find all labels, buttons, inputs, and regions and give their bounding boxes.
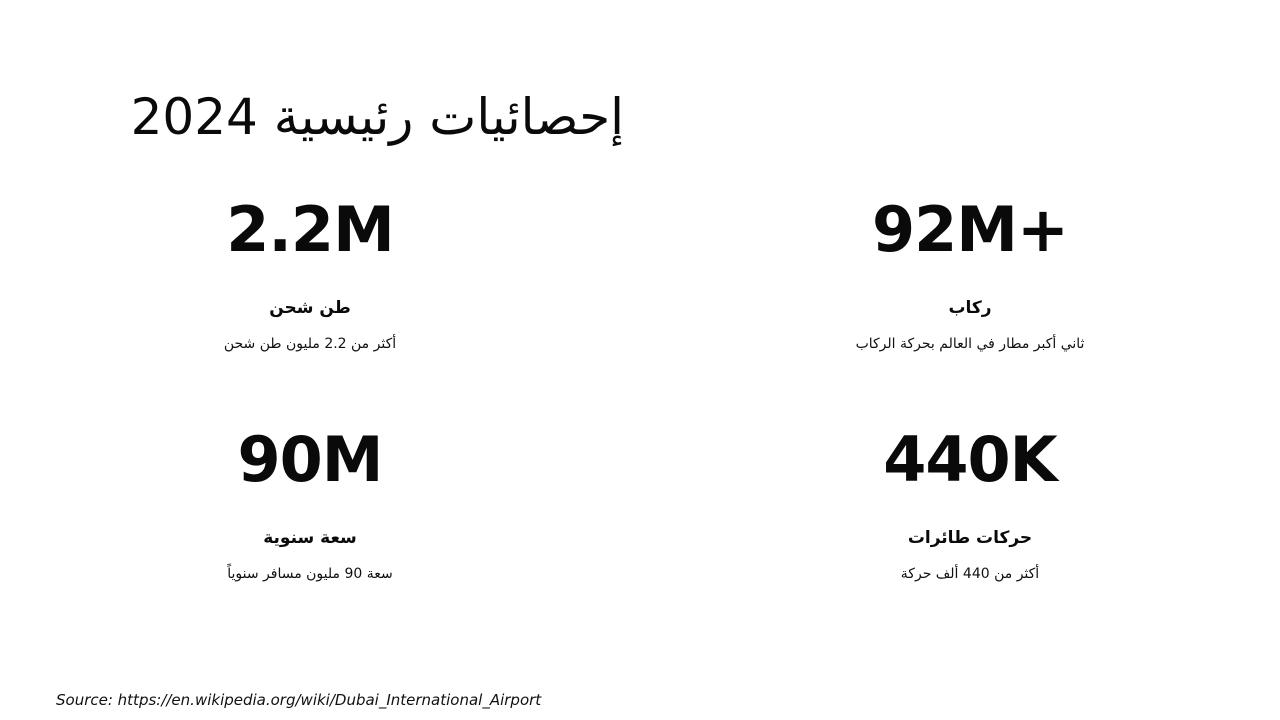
stat-label: حركات طائرات: [907, 528, 1033, 548]
page-title: إحصائيات رئيسية 2024: [130, 87, 624, 146]
stat-card-cargo: [0, 185, 640, 415]
stat-card-passengers: [640, 185, 1280, 415]
stat-description: أكثر من 440 ألف حركة: [900, 566, 1040, 583]
stats-grid: [0, 185, 1280, 645]
stat-value: 90M: [237, 423, 383, 496]
stat-label: ركاب: [948, 298, 992, 318]
stat-description: أكثر من 2.2 مليون طن شحن: [223, 336, 397, 353]
stat-value: 440K: [883, 423, 1057, 496]
stat-card-aircraft-movements: [640, 415, 1280, 645]
stat-label: طن شحن: [269, 298, 351, 318]
stat-card-annual-capacity: [0, 415, 640, 645]
stat-label: سعة سنوية: [263, 528, 357, 548]
stat-value: 2.2M: [226, 193, 394, 266]
stat-description: ثاني أكبر مطار في العالم بحركة الركاب: [855, 336, 1085, 353]
source-note: Source: https://en.wikipedia.org/wiki/Dubai_International_Airport: [56, 691, 542, 709]
stat-value: 92M+: [872, 193, 1068, 266]
stat-description: سعة 90 مليون مسافر سنوياً: [227, 566, 393, 583]
